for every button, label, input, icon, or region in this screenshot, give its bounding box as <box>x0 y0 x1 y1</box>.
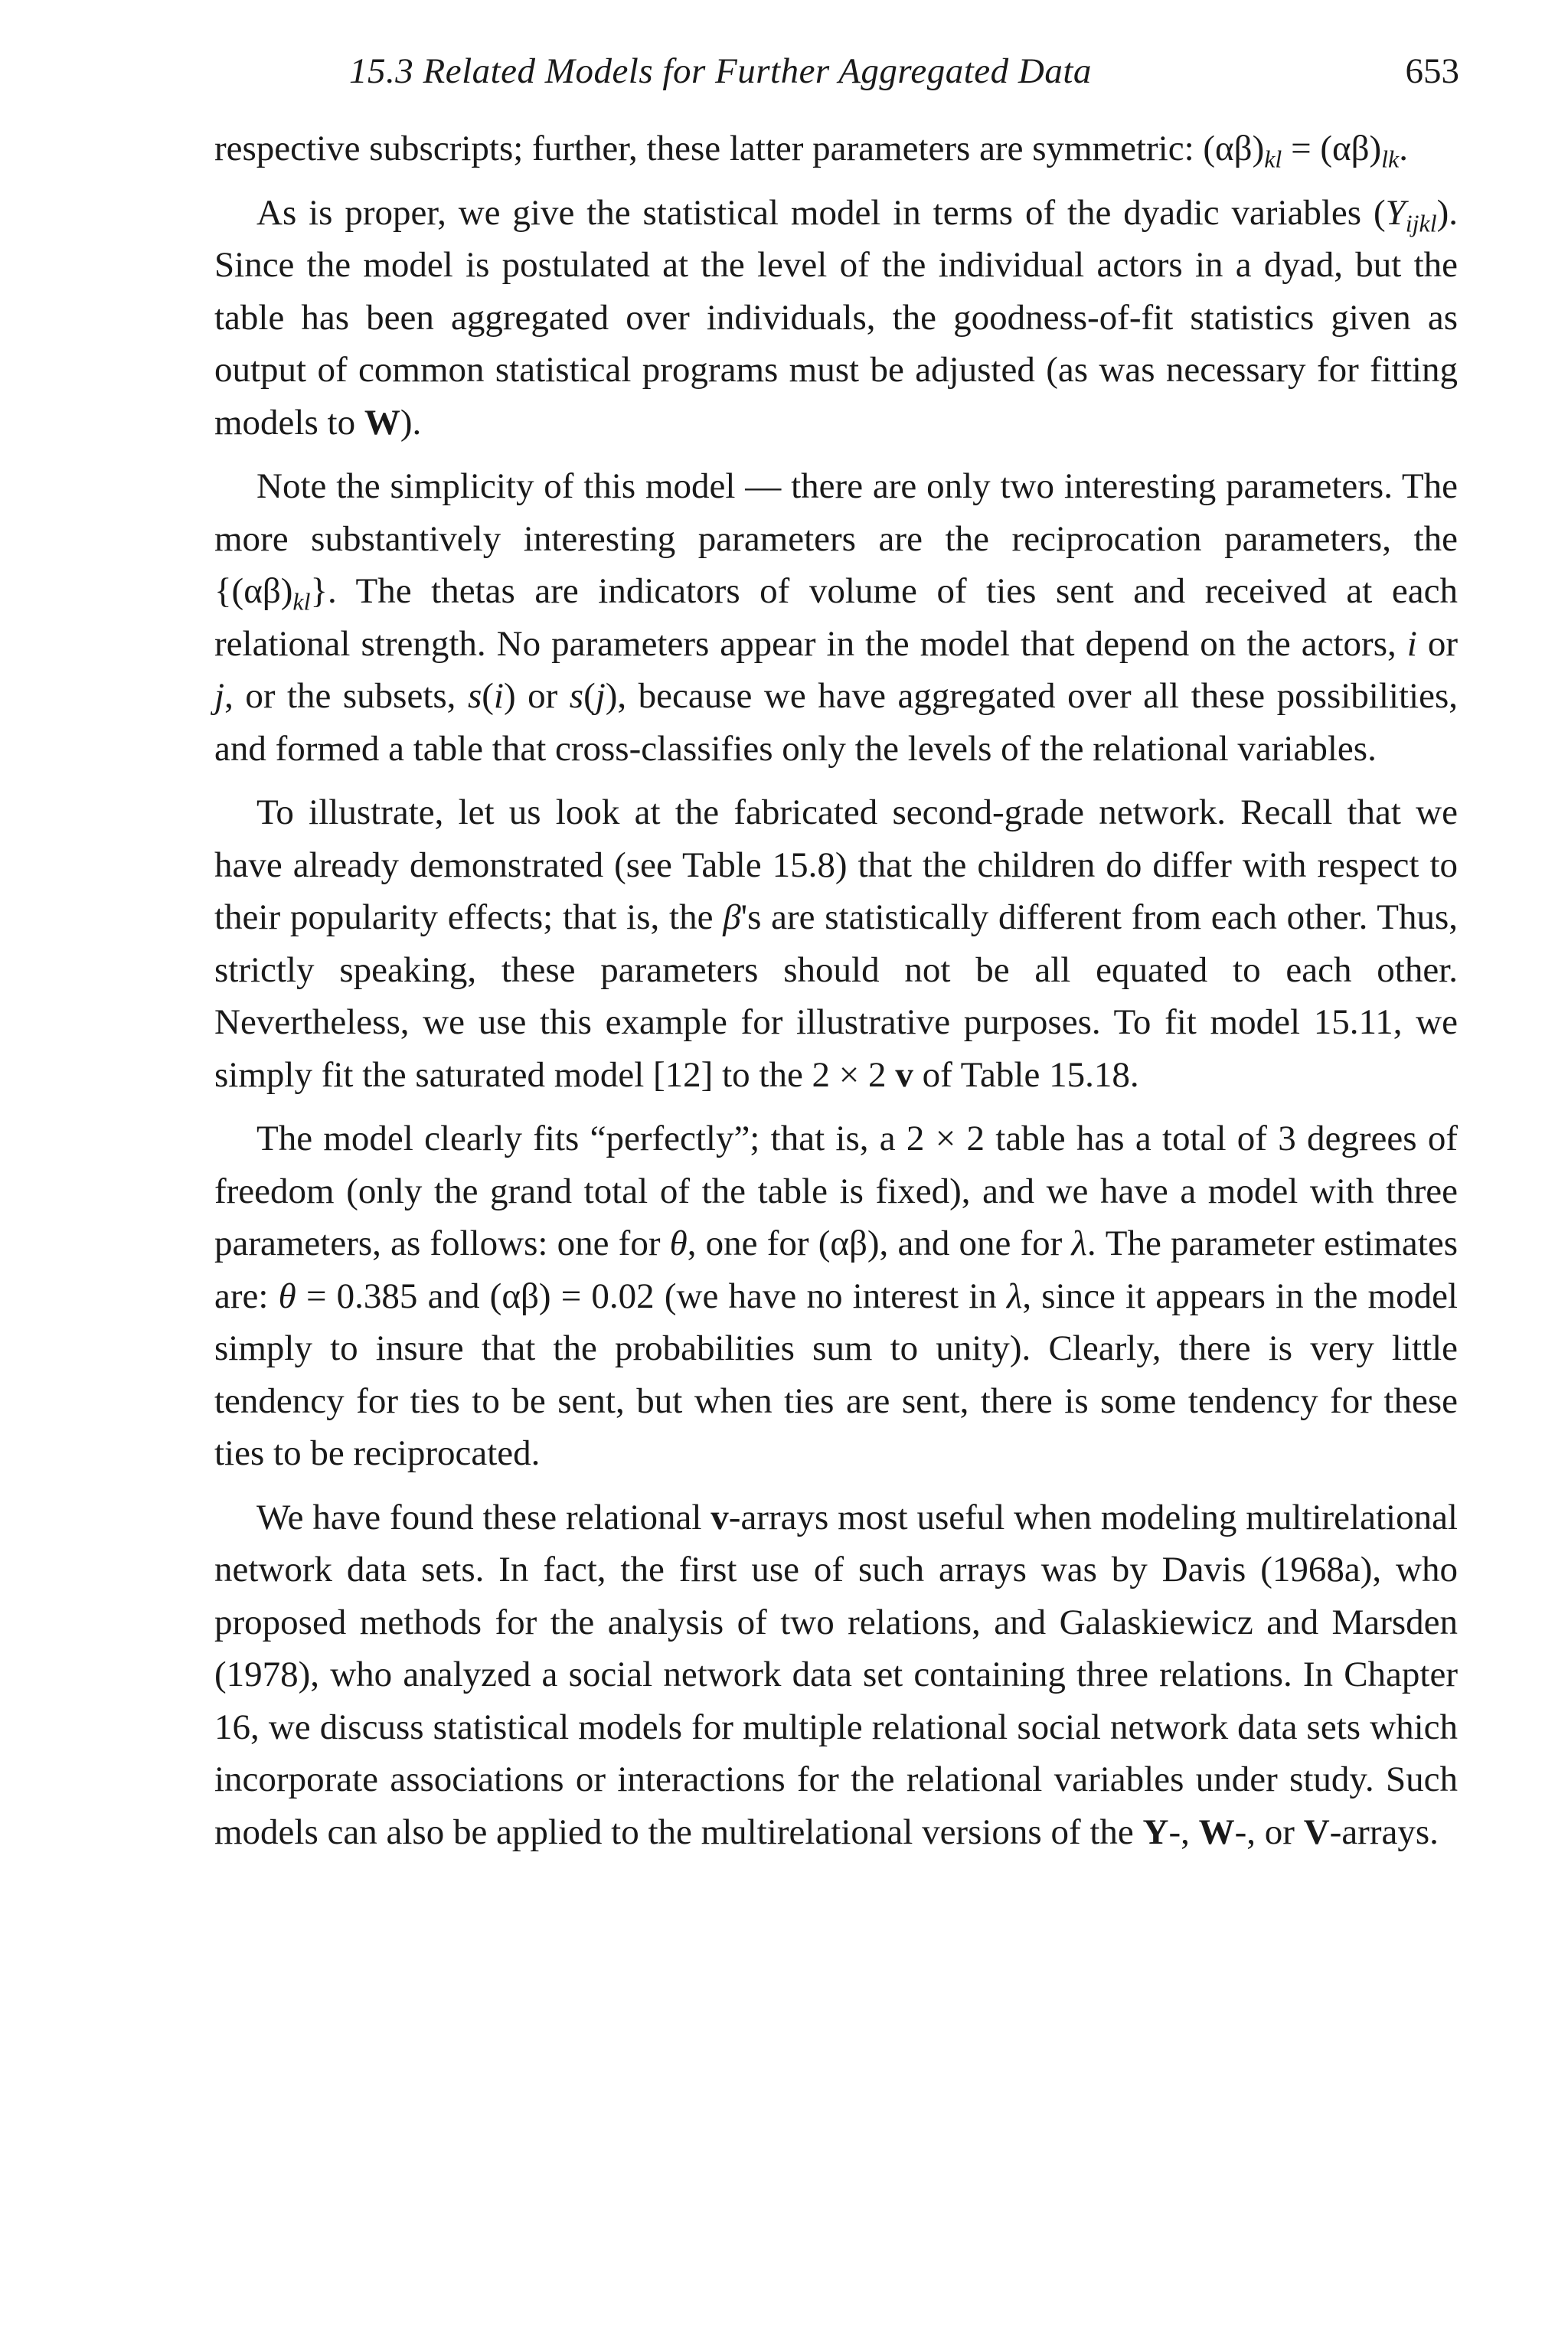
italic-symbol: Y <box>1385 192 1406 233</box>
italic-symbol: j <box>214 676 225 716</box>
page-number: 653 <box>1405 51 1459 91</box>
italic-symbol: λ <box>1006 1276 1023 1316</box>
paragraph-model-simplicity: Note the simplicity of this model — there are only two interesting parameters. The more substantively interesting parameters are the reciprocation parameters, the $\{(\alpha\beta)_{kl}\}$. The thetas are indicators of volume of ties sent and received at each relational strength. No parameters appear in the model that depend on the actors, i or j, or the subsets, s(i) or s(j), because we have aggregated over all these possibilities, and formed a table that cross-classifies only the levels of the relational variables. <box>214 466 1458 769</box>
subscript: kl <box>1264 145 1282 173</box>
paragraph-illustration: To illustrate, let us look at the fabricated second-grade network. Recall that we have already demonstrated (see Table 15.8) that the children do differ with respect to their popularity effects; that is, the β's are statistically different from each other. Thus, strictly speaking, these parameters should not be all equated to each other. Nevertheless, we use this example for illustrative purposes. To fit model 15.11, we simply fit the saturated model [12] to the 2 × 2 v of Table 15.18. <box>214 792 1458 1095</box>
bold-symbol: v <box>710 1497 729 1537</box>
running-head <box>349 44 1459 98</box>
bold-symbol: v <box>895 1054 913 1095</box>
paragraph-continuation: respective subscripts; further, these latter parameters are symmetric: $(\alpha\beta)_{kl} = (\alpha\beta)_{lk}$. <box>214 129 1408 173</box>
italic-symbol: θ <box>278 1276 296 1316</box>
italic-symbol: i <box>1406 623 1417 664</box>
italic-symbol: λ <box>1071 1224 1087 1263</box>
italic-symbol: β <box>723 897 741 937</box>
bold-symbol: W <box>1198 1812 1235 1852</box>
subscript: kl <box>292 588 311 616</box>
bold-symbol: Y <box>1142 1812 1169 1852</box>
paragraph-multirelational: We have found these relational v-arrays most useful when modeling multirelational network data sets. In fact, the first use of such arrays was by Davis (1968a), who proposed methods for the analysis of two relations, and Galaskiewicz and Marsden (1978), who analyzed a social network data set containing three relations. In Chapter 16, we discuss statistical models for multiple relational social network data sets which incorporate associations or interactions for the relational variables under study. Such models can also be applied to the multirelational versions of the Y-, W-, or V-arrays. <box>214 1497 1458 1852</box>
paragraph-statistical-model: As is proper, we give the statistical model in terms of the dyadic variables $(Y_{ijkl})$. Since the model is postulated at the level of the individual actors in a dyad, but the table has been aggregated over individuals, the goodness-of-fit statistics given as output of common statistical programs must be adjusted (as was necessary for fitting models to W). <box>214 192 1458 443</box>
subscript: lk <box>1381 145 1400 173</box>
italic-symbol: s <box>467 676 482 716</box>
bold-symbol: V <box>1303 1812 1330 1852</box>
running-title: 15.3 Related Models for Further Aggregated Data <box>349 51 1092 91</box>
paragraph-model-fit: The model clearly fits “perfectly”; that is, a 2 × 2 table has a total of 3 degrees of freedom (only the grand total of the table is fixed), and we have a model with three parameters, as follows: one for θ, one for (αβ), and one for λ. The parameter estimates are: θ = 0.385 and (αβ) = 0.02 (we have no interest in λ, since it appears in the model simply to insure that the probabilities sum to unity). Clearly, there is very little tendency for ties to be sent, but when ties are sent, there is some tendency for these ties to be reciprocated. <box>214 1119 1458 1473</box>
body-text <box>214 123 1458 1858</box>
subscript: ijkl <box>1405 210 1437 237</box>
bold-symbol: W <box>364 402 400 443</box>
italic-symbol: θ <box>669 1224 688 1263</box>
italic-symbol: j <box>595 676 606 716</box>
italic-symbol: i <box>493 676 504 716</box>
italic-symbol: s <box>569 676 584 716</box>
